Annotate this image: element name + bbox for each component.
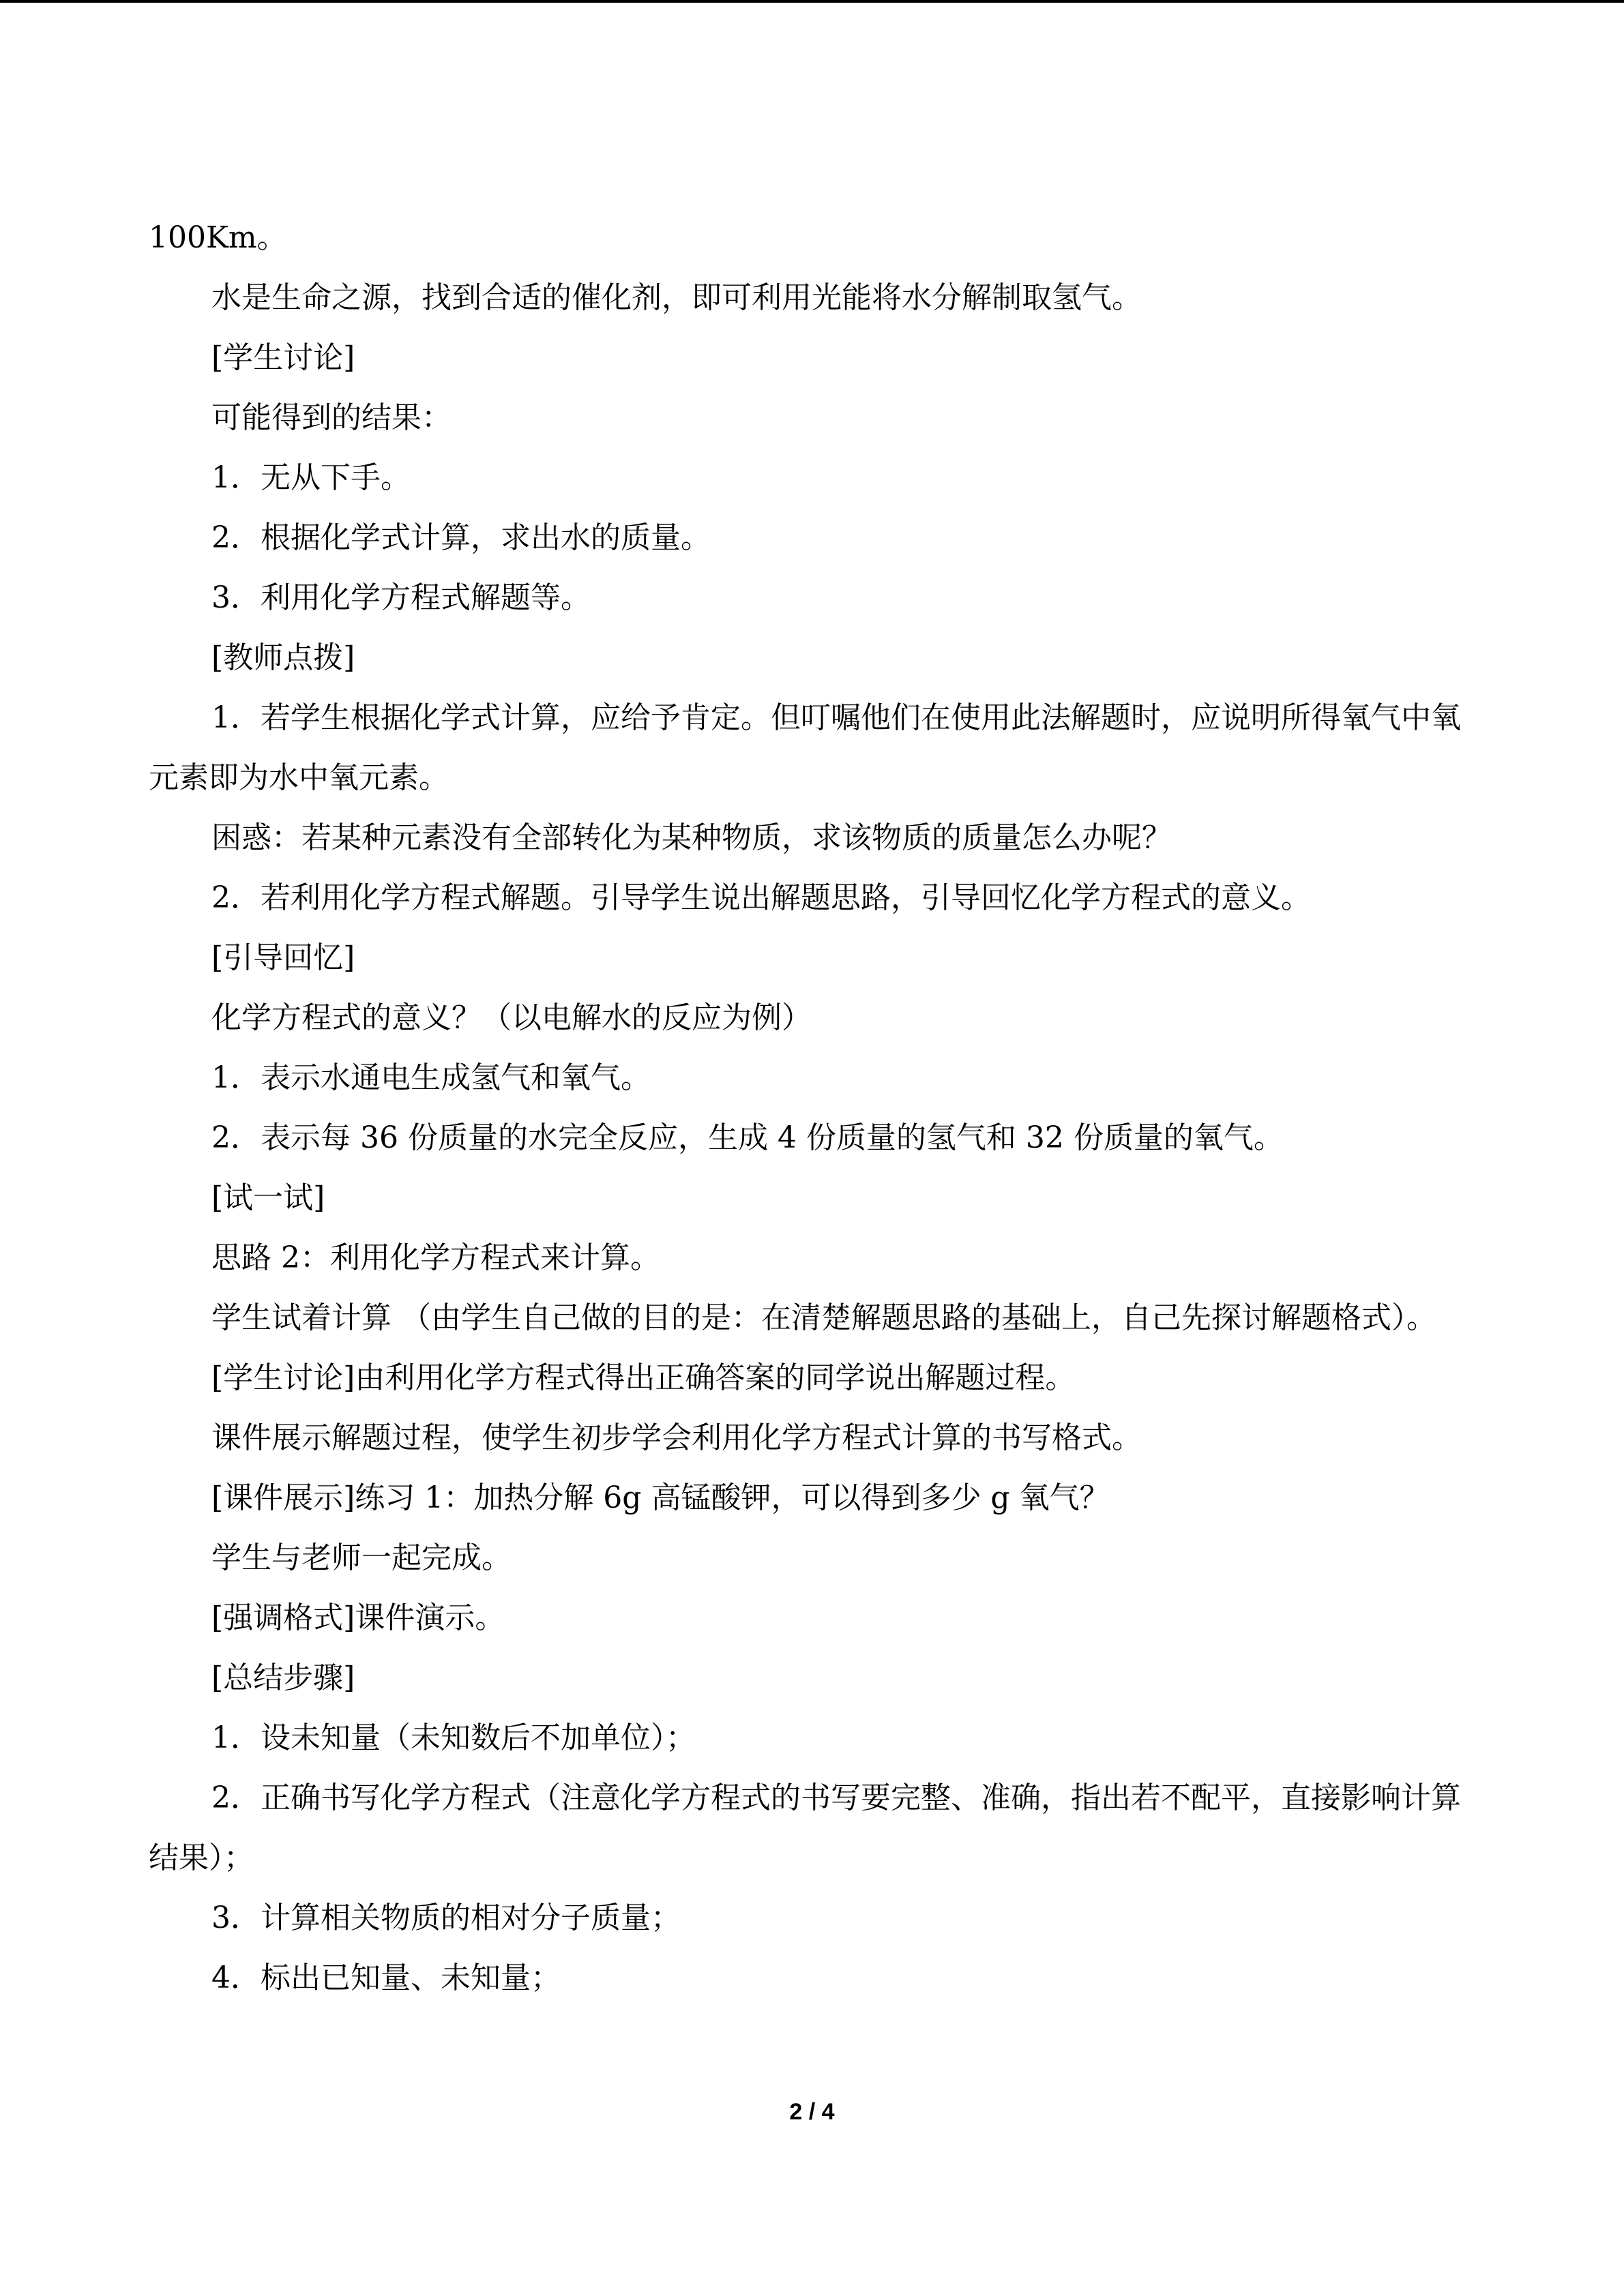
paragraph: [强调格式]课件演示。 bbox=[211, 1600, 505, 1635]
section-heading: [总结步骤] bbox=[211, 1660, 355, 1695]
list-item: 2．表示每 36 份质量的水完全反应，生成 4 份质量的氢气和 32 份质量的氧气。 bbox=[211, 1120, 1284, 1155]
section-heading: [教师点拨] bbox=[211, 640, 355, 675]
document-body bbox=[149, 208, 1479, 2008]
list-item: 3．计算相关物质的相对分子质量； bbox=[211, 1900, 681, 1935]
section-heading: [试一试] bbox=[211, 1180, 325, 1215]
page-number: 2 / 4 bbox=[789, 2099, 835, 2125]
list-item: 1．表示水通电生成氢气和氧气。 bbox=[211, 1060, 651, 1095]
paragraph: 100Km。 bbox=[149, 220, 287, 255]
paragraph: 学生试着计算 （由学生自己做的目的是：在清楚解题思路的基础上，自己先探讨解题格式）。 bbox=[211, 1300, 1436, 1335]
list-item: 4．标出已知量、未知量； bbox=[211, 1960, 561, 1995]
paragraph: 可能得到的结果： bbox=[211, 400, 452, 435]
paragraph: 困惑：若某种元素没有全部转化为某种物质，求该物质的质量怎么办呢？ bbox=[211, 820, 1172, 855]
paragraph: 学生与老师一起完成。 bbox=[211, 1540, 512, 1575]
section-heading: [学生讨论] bbox=[211, 340, 355, 375]
list-item: 1．若学生根据化学式计算，应给予肯定。但叮嘱他们在使用此法解题时，应说明所得氧气中氧元素即为水中氧元素。 bbox=[149, 700, 1461, 795]
paragraph: 化学方程式的意义？（以电解水的反应为例） bbox=[211, 1000, 812, 1035]
paragraph: [学生讨论]由利用化学方程式得出正确答案的同学说出解题过程。 bbox=[211, 1360, 1076, 1395]
paragraph: 课件展示解题过程，使学生初步学会利用化学方程式计算的书写格式。 bbox=[211, 1420, 1142, 1455]
list-item: 2．正确书写化学方程式（注意化学方程式的书写要完整、准确，指出若不配平，直接影响计算结果）； bbox=[149, 1780, 1461, 1875]
paragraph: [课件展示]练习 1：加热分解 6g 高锰酸钾，可以得到多少 g 氧气？ bbox=[211, 1480, 1110, 1515]
list-item: 3．利用化学方程式解题等。 bbox=[211, 580, 591, 615]
list-item: 1．设未知量（未知数后不加单位）； bbox=[211, 1720, 696, 1755]
paragraph: 思路 2：利用化学方程式来计算。 bbox=[211, 1240, 660, 1275]
list-item: 1．无从下手。 bbox=[211, 460, 411, 495]
list-item: 2．若利用化学方程式解题。引导学生说出解题思路，引导回忆化学方程式的意义。 bbox=[211, 880, 1311, 915]
list-item: 2．根据化学式计算，求出水的质量。 bbox=[211, 520, 711, 555]
paragraph: 水是生命之源，找到合适的催化剂，即可利用光能将水分解制取氢气。 bbox=[211, 280, 1142, 315]
section-heading: [引导回忆] bbox=[211, 940, 355, 975]
page-top-border bbox=[0, 0, 1624, 3]
